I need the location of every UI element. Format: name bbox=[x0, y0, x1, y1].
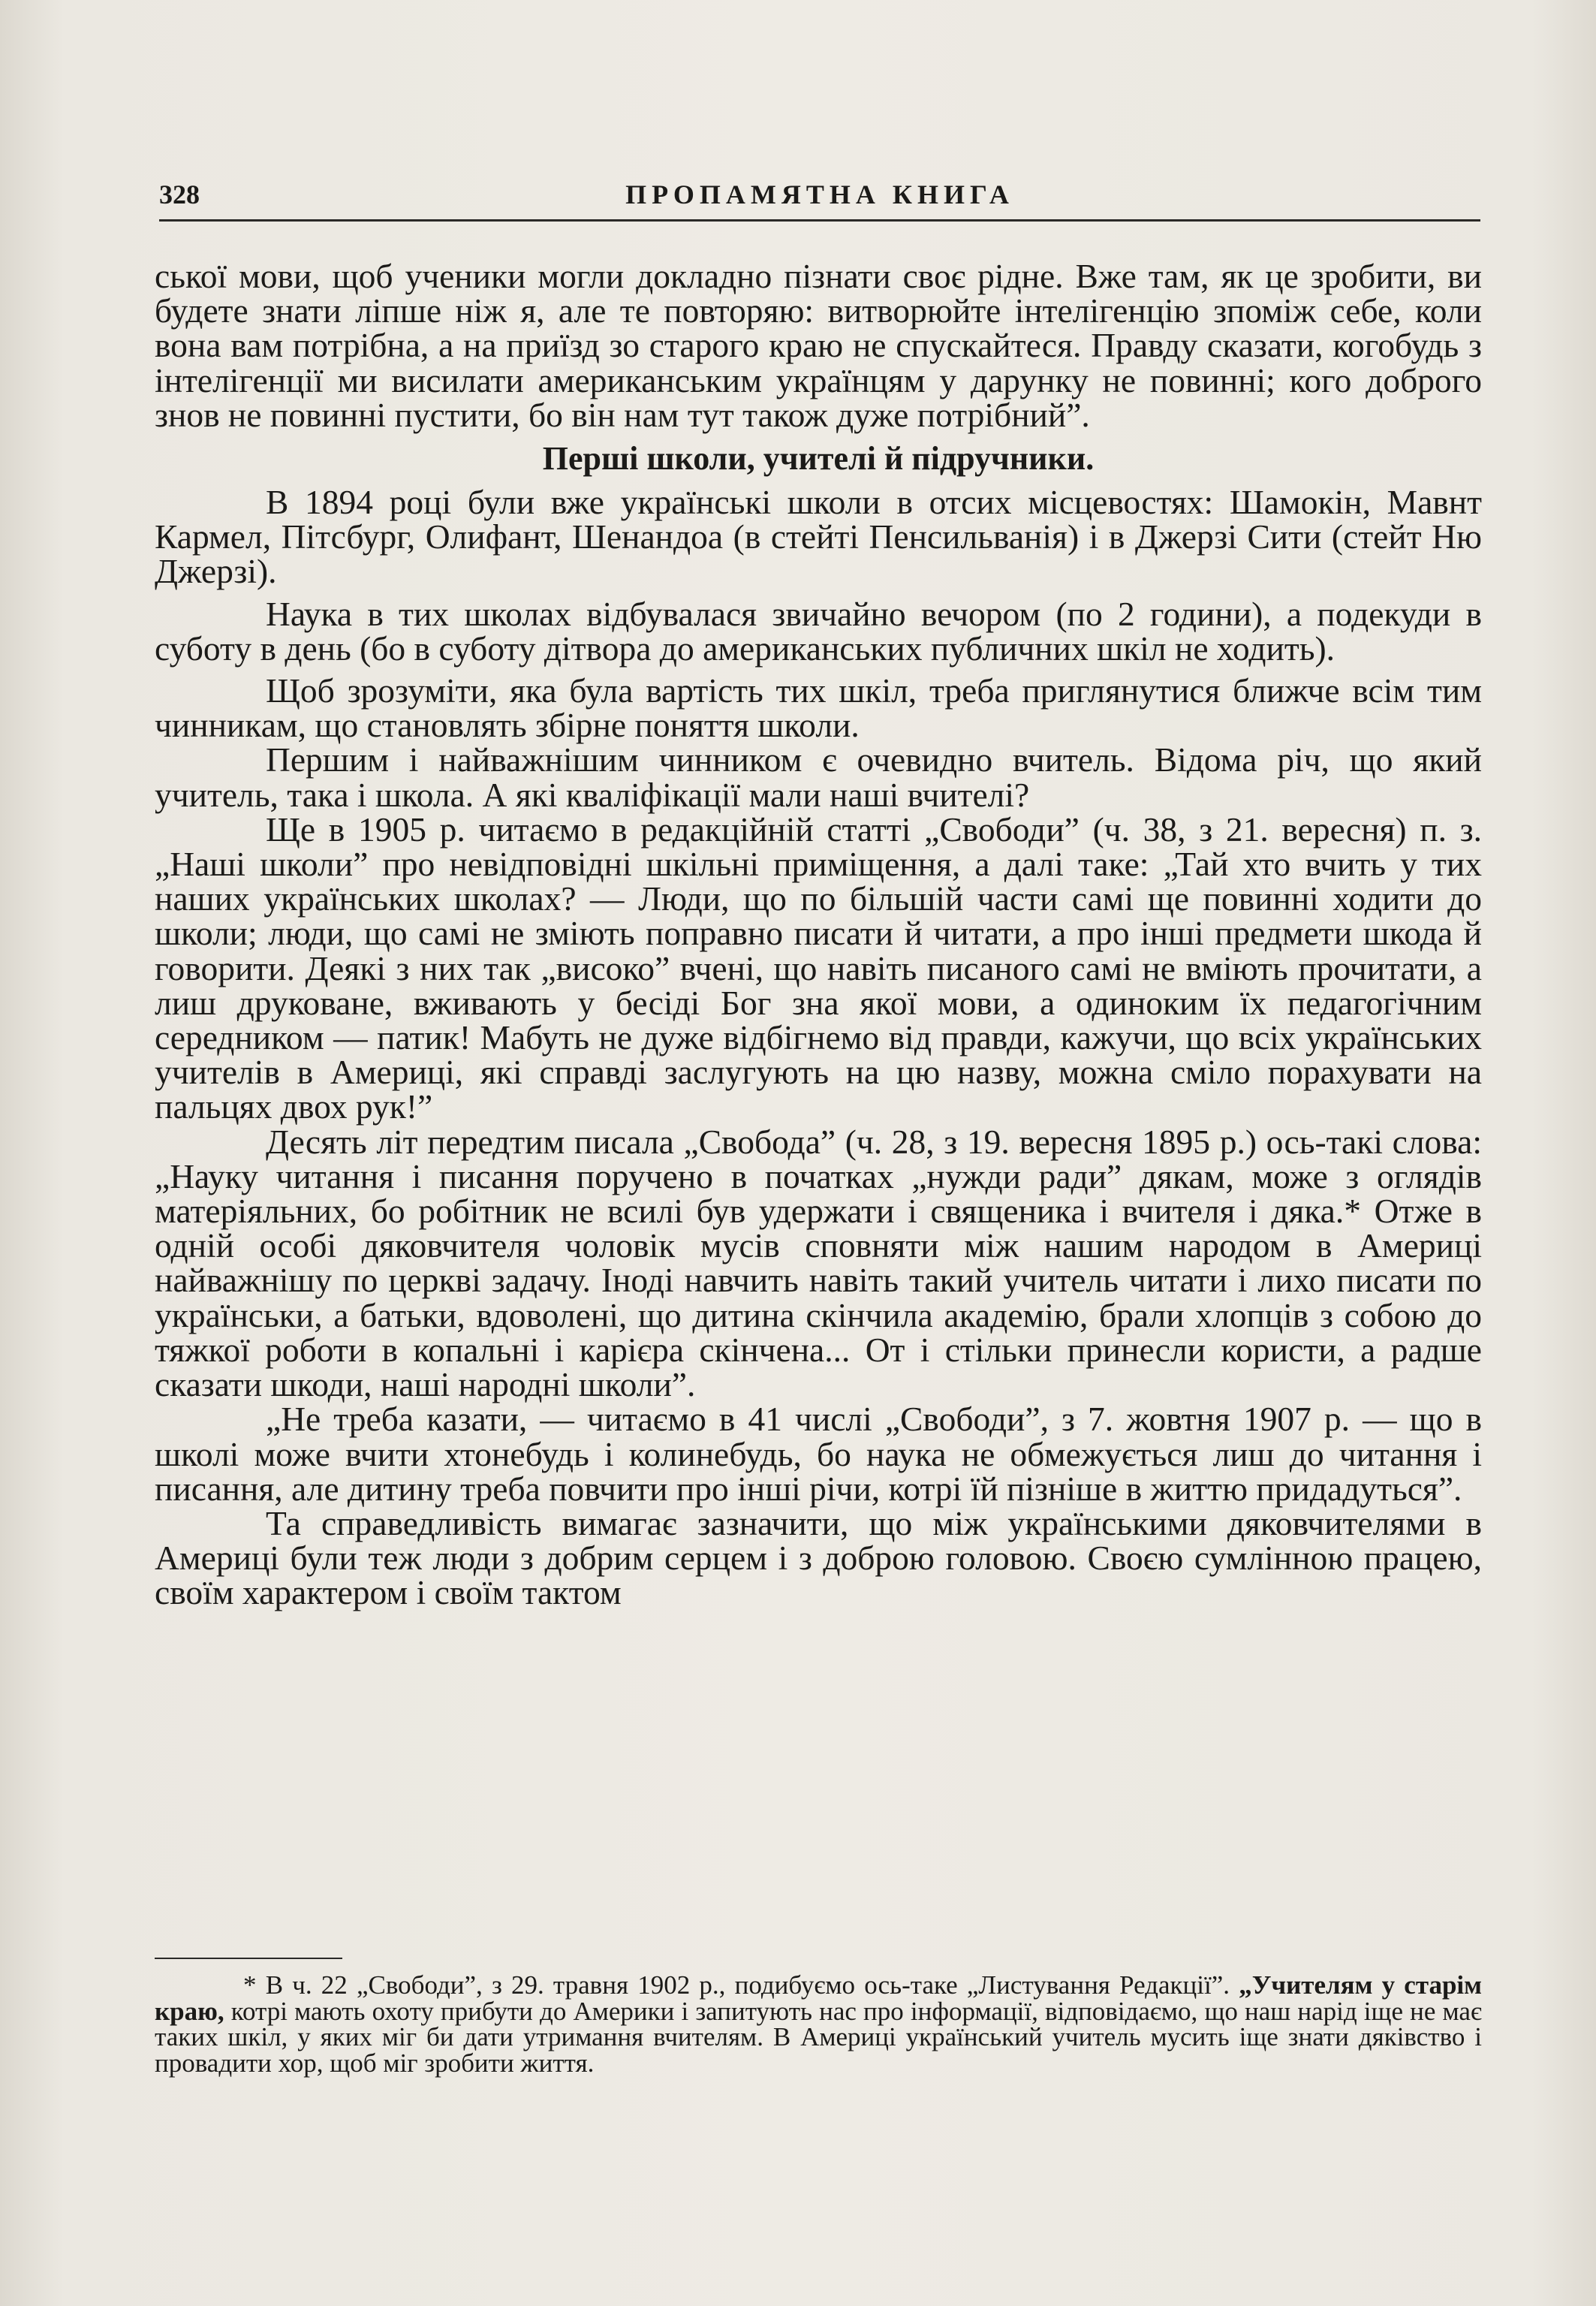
page-number: 328 bbox=[159, 179, 200, 209]
paragraph-school-value: Щоб зрозуміти, яка була вартість тих шкіл, треба приглянутися ближче всім тим чинникам, що становлять збірне поняття школи. bbox=[155, 671, 1482, 745]
running-title: ПРОПАМЯТНА КНИГА bbox=[625, 179, 1014, 209]
paragraph-justice: Та справедливість вимагає зазначити, що між українськими дяковчителями в Америці були теж люди з добрим серцем і з доброю головою. Своєю сумлінною працею, своїм характером і своїм тактом bbox=[155, 1503, 1482, 1612]
footnote-text-end: котрі мають охоту прибути до Америки і запитують нас про інформації, відповідаємо, що наш нарід іще не має таких шкіл, у яких міг би дати утримання вчителям. В Америці український учитель мусить іще знати дяківство і провадити хор, щоб міг зробити життя. bbox=[155, 1996, 1482, 2078]
paragraph-schools-1894: В 1894 році були вже українські школи в отсих місцевостях: Шамокін, Мавнт Кармел, Пітсбург, Олифант, Шенандоа (в стейті Пенсильванія) і в Джерзі Сити (стейт Ню Джерзі). bbox=[155, 483, 1482, 591]
paragraph-evening-lessons: Наука в тих школах відбувалася звичайно вечором (по 2 години), а подекуди в суботу в день (бо в суботу дітвора до американських публичних шкіл не ходить). bbox=[155, 594, 1482, 668]
footnote-rule bbox=[155, 1958, 342, 1959]
paragraph-continuation: ської мови, щоб ученики могли докладно пізнати своє рідне. Вже там, як це зробити, ви будете знати ліпше ніж я, але те повторяю: витворюйте інтелігенцію зпоміж себе, коли вона вам потрібна, а на приїзд зо старого краю не спускайтеся. Правду сказати, когобудь з інтелігенції ми висилати американським українцям у дарунку не повинні; кого доброго знов не повинні пустити, бо він нам тут також дуже потрібний”. bbox=[155, 257, 1482, 434]
paragraph-1905-quote: Ще в 1905 р. читаємо в редакційній статті „Свободи” (ч. 38, з 21. вересня) п. з. „Наші школи” про невідповідні шкільні приміщення, а далі таке: „Тай хто вчить у тих наших українських школах? — Люди, що по більшій части самі ще повинні ходити до школи; люди, що самі не зміють поправно писати й читати, а про інші предмети шкода й говорити. Деякі з них так „високо” вчені, що навіть писаного самі не вміють прочитати, а лиш друковане, вживають у бесіді Бог зна якої мови, а одиноким їх педагогічним середником — патик! Мабуть не дуже відбігнемо від правди, кажучи, що всіх українських учителів в Америці, які справді заслугують на цю назву, можна сміло порахувати на пальцях двох рук!” bbox=[155, 809, 1482, 1126]
footnote-text-start: * В ч. 22 „Свободи”, з 29. травня 1902 р., подибуємо ось-таке „Листування Редакції”. bbox=[243, 1970, 1239, 2000]
footnote bbox=[155, 1970, 1482, 2078]
paragraph-1895-quote: Десять літ передтим писала „Свобода” (ч. 28, з 19. вересня 1895 р.) ось-такі слова: „Науку читання і писання поручено в початках „нужди ради” дякам, може з оглядів матеріяльних, бо робітник не всилі був удержати і священика і вчителя і дяка.* Отже в одній особі дяковчителя чоловік мусів сповняти між нашим народом в Америці найважнішу по церкві задачу. Іноді навчить навіть такий учитель читати і лихо писати по українськи, а батьки, вдоволені, що дитина скінчила академію, брали хлопців з собою до тяжкої роботи в копальні і карієра скінчена... От і стільки принесли користи, а радше сказати шкоди, наші народні школи”. bbox=[155, 1122, 1482, 1404]
paragraph-teacher-factor: Першим і найважнішим чинником є очевидно вчитель. Відома річ, що який учитель, така і школа. А які кваліфікації мали наші вчителі? bbox=[155, 740, 1482, 814]
footnote-bold-text: „Учителям у старім краю, bbox=[155, 1970, 1482, 2026]
section-heading: Перші школи, учителі й підручники. bbox=[542, 440, 1095, 478]
body-text bbox=[155, 259, 1482, 1611]
paragraph-1907-quote: „Не треба казати, — читаємо в 41 числі „Свободи”, з 7. жовтня 1907 р. — що в школі може вчити хтонебудь і колинебудь, бо наука не обмежується лиш до читання і писання, але дитину треба повчити про інші річи, котрі їй пізніше в життю придадуться”. bbox=[155, 1400, 1482, 1508]
page-header bbox=[159, 174, 1480, 222]
